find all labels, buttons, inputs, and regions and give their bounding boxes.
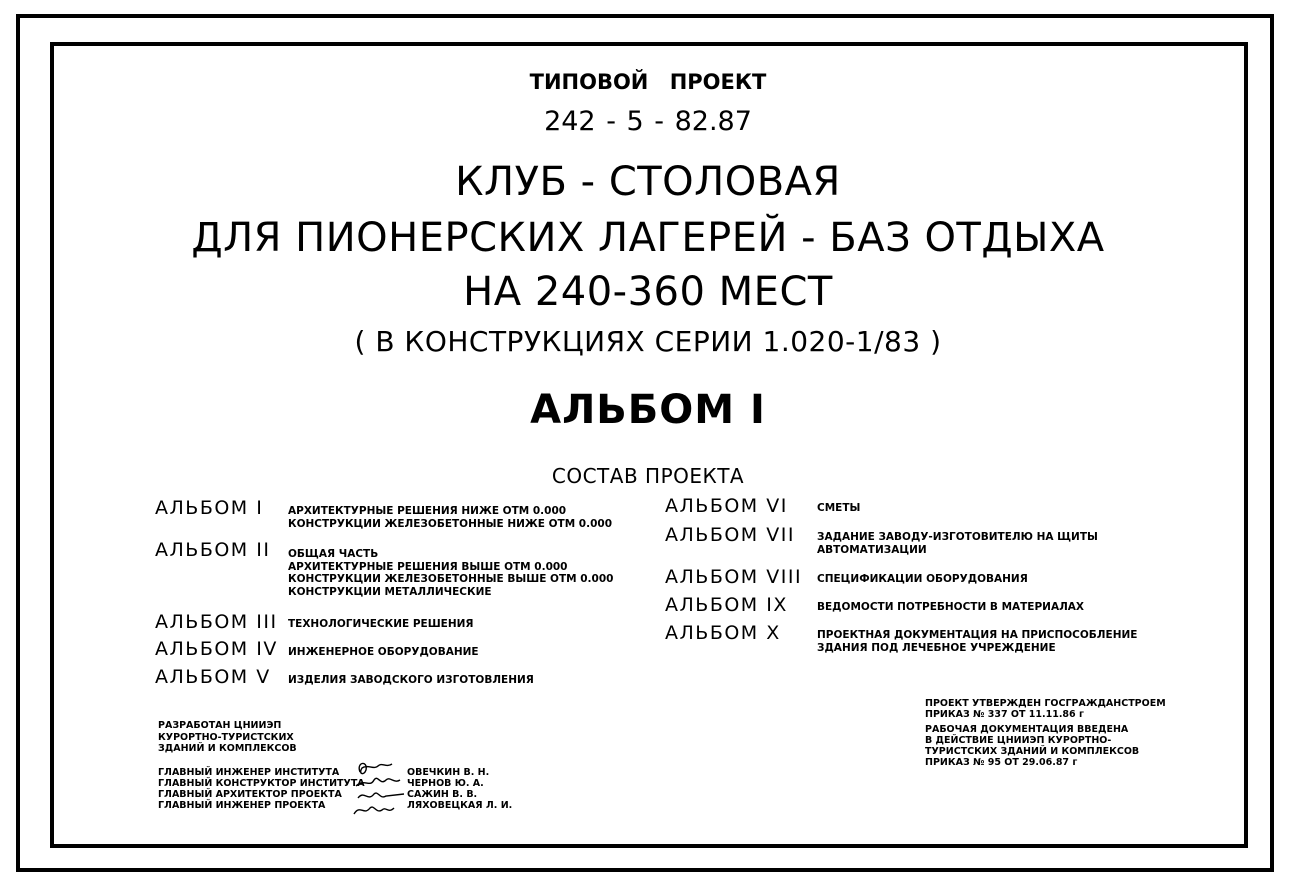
staff-role: ГЛАВНЫЙ АРХИТЕКТОР ПРОЕКТА — [158, 789, 342, 800]
description-line: СПЕЦИФИКАЦИИ ОБОРУДОВАНИЯ — [817, 573, 1028, 585]
description-line: АВТОМАТИЗАЦИИ — [817, 543, 927, 556]
approval-line: ПРИКАЗ № 337 ОТ 11.11.86 г — [925, 709, 1084, 720]
approval-line: В ДЕЙСТВИЕ ЦНИИЭП КУРОРТНО- — [925, 735, 1112, 746]
title-line-2: ДЛЯ ПИОНЕРСКИХ ЛАГЕРЕЙ - БАЗ ОТДЫХА — [191, 215, 1105, 261]
album-label: АЛЬБОМ III — [155, 611, 278, 633]
album-label: АЛЬБОМ VII — [665, 524, 795, 546]
album-title: АЛЬБОМ I — [530, 387, 766, 433]
approval-line: ПРИКАЗ № 95 ОТ 29.06.87 г — [925, 757, 1078, 768]
description-line: ИНЖЕНЕРНОЕ ОБОРУДОВАНИЕ — [288, 646, 479, 658]
album-description — [817, 573, 1028, 586]
album-description — [288, 618, 474, 631]
album-description — [817, 531, 1098, 556]
staff-role: ГЛАВНЫЙ ИНЖЕНЕР ПРОЕКТА — [158, 800, 326, 811]
title-line-3: НА 240-360 МЕСТ — [463, 269, 833, 315]
album-description — [288, 646, 479, 659]
project-type-label: ТИПОВОЙ ПРОЕКТ — [529, 70, 767, 94]
staff-role: ГЛАВНЫЙ КОНСТРУКТОР ИНСТИТУТА — [158, 778, 365, 789]
developer-line: ЗДАНИЙ И КОМПЛЕКСОВ — [158, 743, 297, 754]
album-label: АЛЬБОМ VI — [665, 495, 788, 517]
title-line-1: КЛУБ - СТОЛОВАЯ — [455, 159, 841, 205]
signatures — [350, 758, 410, 820]
description-line: АРХИТЕКТУРНЫЕ РЕШЕНИЯ НИЖЕ ОТМ 0.000 — [288, 505, 567, 517]
description-line: ОБЩАЯ ЧАСТЬ — [288, 548, 379, 560]
album-label: АЛЬБОМ IV — [155, 638, 278, 660]
album-label: АЛЬБОМ II — [155, 539, 271, 561]
approval-line: ТУРИСТСКИХ ЗДАНИЙ И КОМПЛЕКСОВ — [925, 746, 1140, 757]
composition-heading: СОСТАВ ПРОЕКТА — [551, 464, 745, 488]
album-label: АЛЬБОМ V — [155, 666, 271, 688]
approval-line: РАБОЧАЯ ДОКУМЕНТАЦИЯ ВВЕДЕНА — [925, 724, 1129, 735]
album-description — [817, 601, 1084, 614]
description-line: ЗАДАНИЕ ЗАВОДУ-ИЗГОТОВИТЕЛЮ НА ЩИТЫ — [817, 531, 1098, 543]
description-line: ТЕХНОЛОГИЧЕСКИЕ РЕШЕНИЯ — [288, 618, 474, 630]
album-label: АЛЬБОМ IX — [665, 594, 788, 616]
album-label: АЛЬБОМ X — [665, 622, 781, 644]
album-label: АЛЬБОМ VIII — [665, 566, 803, 588]
approval-line: ПРОЕКТ УТВЕРЖДЕН ГОСГРАЖДАНСТРОЕМ — [925, 698, 1166, 709]
description-line: ВЕДОМОСТИ ПОТРЕБНОСТИ В МАТЕРИАЛАХ — [817, 601, 1085, 613]
staff-name: ЛЯХОВЕЦКАЯ Л. И. — [407, 800, 513, 811]
description-line: АРХИТЕКТУРНЫЕ РЕШЕНИЯ ВЫШЕ ОТМ 0.000 — [288, 560, 568, 573]
staff-name: САЖИН В. В. — [407, 789, 478, 800]
developer-block — [158, 720, 297, 755]
album-description — [817, 502, 860, 515]
album-description — [288, 548, 613, 598]
description-line: СМЕТЫ — [817, 502, 861, 514]
developer-line: РАЗРАБОТАН ЦНИИЭП — [158, 720, 282, 731]
description-line: ЗДАНИЯ ПОД ЛЕЧЕБНОЕ УЧРЕЖДЕНИЕ — [817, 641, 1056, 654]
project-number: 242 - 5 - 82.87 — [544, 106, 752, 137]
description-line: КОНСТРУКЦИИ ЖЕЛЕЗОБЕТОННЫЕ НИЖЕ ОТМ 0.000 — [288, 517, 613, 530]
staff-role: ГЛАВНЫЙ ИНЖЕНЕР ИНСТИТУТА — [158, 767, 340, 778]
staff-names — [407, 767, 512, 811]
approval-block — [925, 698, 1166, 768]
description-line: КОНСТРУКЦИИ МЕТАЛЛИЧЕСКИЕ — [288, 585, 492, 598]
construction-series: ( В КОНСТРУКЦИЯХ СЕРИИ 1.020-1/83 ) — [354, 325, 942, 358]
album-description — [288, 674, 534, 687]
staff-roles — [158, 767, 365, 811]
description-line: КОНСТРУКЦИИ ЖЕЛЕЗОБЕТОННЫЕ ВЫШЕ ОТМ 0.000 — [288, 573, 614, 585]
staff-name: ЧЕРНОВ Ю. А. — [407, 778, 484, 789]
album-description — [817, 629, 1137, 654]
developer-line: КУРОРТНО-ТУРИСТСКИХ — [158, 731, 294, 743]
description-line: ПРОЕКТНАЯ ДОКУМЕНТАЦИЯ НА ПРИСПОСОБЛЕНИЕ — [817, 629, 1138, 641]
staff-name: ОВЕЧКИН В. Н. — [407, 767, 490, 778]
description-line: ИЗДЕЛИЯ ЗАВОДСКОГО ИЗГОТОВЛЕНИЯ — [288, 674, 534, 686]
album-label: АЛЬБОМ I — [155, 497, 264, 519]
album-description — [288, 505, 612, 530]
